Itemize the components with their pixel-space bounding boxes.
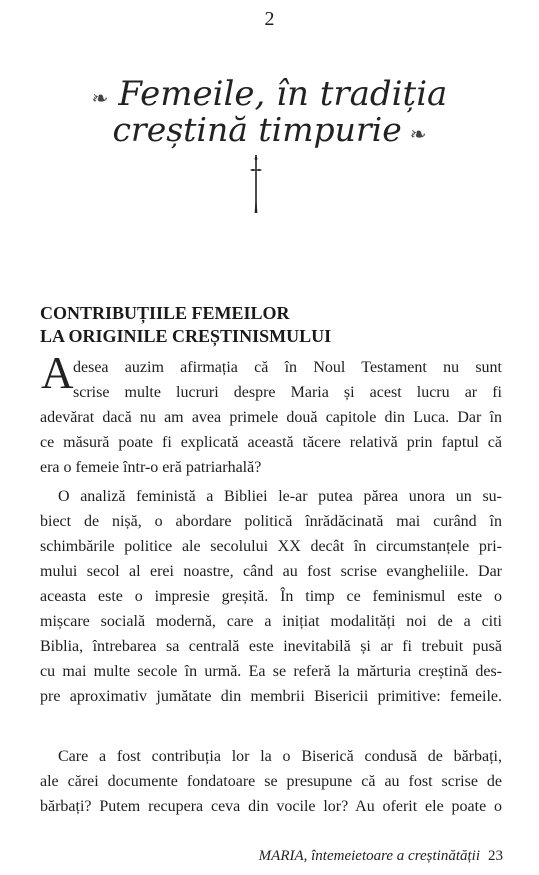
paragraph-2-line-6: mișcare socială modernă, care a inițiat modalități noi de a citi bbox=[40, 613, 502, 630]
paragraph-2-line-7: Biblia, întrebarea sa centrală este inevitabilă și ar fi trebuit pusă bbox=[40, 638, 502, 655]
paragraph-2-line-4: mului secol al erei noastre, când au fost scrise evangheliile. Dar bbox=[40, 563, 502, 580]
paragraph-3-line-1: Care a fost contribuția lor la o Biserică condusă de bărbați, bbox=[58, 748, 502, 765]
drop-cap: A bbox=[41, 348, 74, 398]
paragraph-2-line-1: O analiză feministă a Bibliei le-ar putea părea unora un su- bbox=[58, 488, 502, 505]
paragraph-2-line-9: pre aproximativ jumătate din membrii Bisericii primitive: femeile. bbox=[40, 688, 502, 705]
chapter-title-text-1: Femeile, în tradiția bbox=[118, 74, 448, 114]
footer-page-number: 23 bbox=[488, 848, 503, 864]
paragraph-1-line-4: ce măsură poate fi explicată această tăcere relativă prin faptul că bbox=[40, 434, 502, 451]
page-footer bbox=[0, 846, 503, 866]
ornament-left-icon: ❧ bbox=[91, 86, 109, 110]
paragraph-2-line-3: schimbările politice ale secolului XX decât în circumstanțele pri- bbox=[40, 538, 502, 555]
paragraph-1-line-5: era o femeie într-o eră patriarhală? bbox=[40, 459, 262, 476]
paragraph-1-line-2: scrise multe lucruri despre Maria și acest lucru ar fi bbox=[73, 384, 502, 401]
ornament-right-icon: ❧ bbox=[409, 122, 427, 146]
chapter-title-text-2: creștină timpurie bbox=[112, 110, 402, 149]
section-heading-line-1: CONTRIBUȚIILE FEMEILOR bbox=[40, 303, 290, 323]
paragraph-2-line-8: cu mai multe secole în urmă. Ea se referă la mărturia creștină des- bbox=[40, 663, 502, 680]
chapter-number: 2 bbox=[264, 8, 275, 30]
chapter-title-line-2 bbox=[0, 110, 539, 154]
footer-book-title: MARIA, întemeietoare a creștinătății bbox=[258, 848, 480, 864]
paragraph-2-line-5: aceasta este o impresie greșită. În timp ce feminismul este o bbox=[40, 588, 502, 605]
cross-icon bbox=[250, 155, 262, 213]
section-heading-line-2: LA ORIGINILE CREȘTINISMULUI bbox=[40, 326, 332, 346]
paragraph-3-line-2: ale cărei documente fondatoare se presupune că au fost scrise de bbox=[40, 773, 502, 790]
paragraph-1-line-1: desea auzim afirmația că în Noul Testament nu sunt bbox=[73, 359, 502, 376]
paragraph-3-line-3: bărbați? Putem recupera ceva din vocile lor? Au oferit ele poate o bbox=[40, 798, 502, 815]
paragraph-2-line-2: biect de nișă, o abordare politică înrădăcinată mai curând în bbox=[40, 513, 502, 530]
paragraph-1-line-3: adevărat dacă nu am avea primele două capitole din Luca. Dar în bbox=[40, 409, 502, 426]
